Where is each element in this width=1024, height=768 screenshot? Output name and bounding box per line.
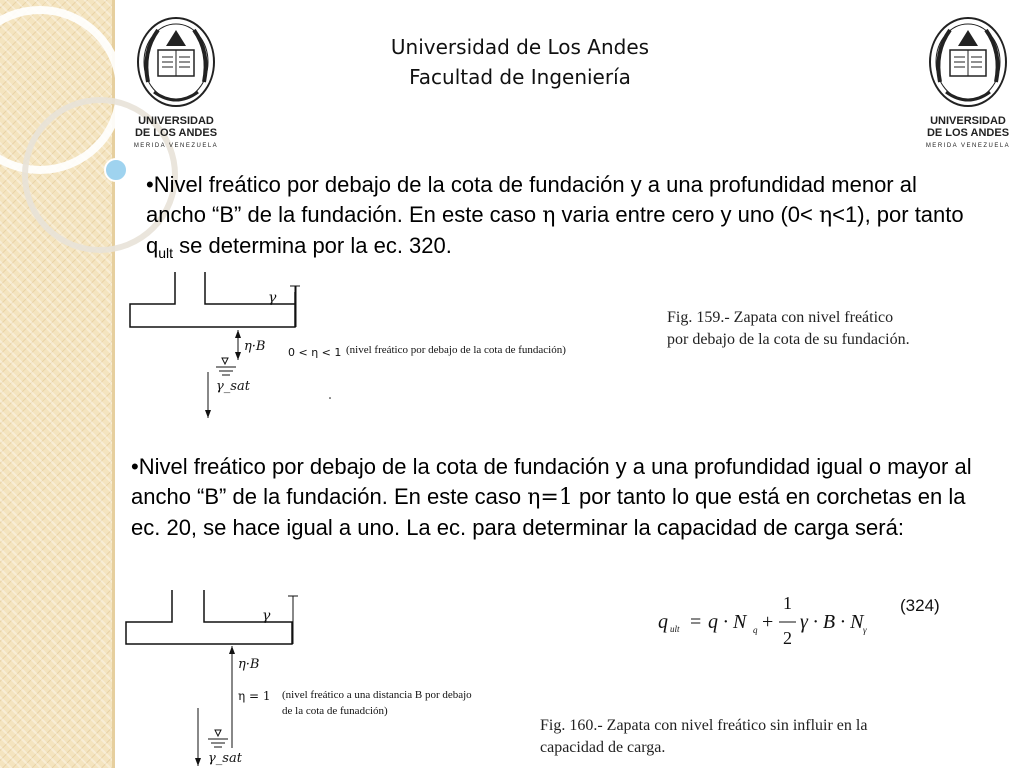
paragraph-2: [131, 452, 976, 543]
footing-diagram-2: [112, 588, 522, 768]
q-ult-subscript: ult: [158, 245, 174, 261]
eq-term1-sub: q: [753, 625, 758, 635]
figure-1-caption-line2: por debajo de la cota de su fundación.: [667, 331, 910, 348]
university-logo-left: [128, 12, 224, 152]
paragraph-2-text-b: por tanto lo que está en corchetas en la ec. 20, se hace igual a uno. La ec. para determinar la capacidad de carga será:: [131, 484, 966, 540]
slide-header: [320, 32, 720, 92]
eta-b-label: η·B: [238, 657, 260, 672]
svg-text:DE LOS ANDES: DE LOS ANDES: [134, 127, 218, 139]
paragraph-1: [146, 170, 976, 268]
svg-text:MERIDA VENEZUELA: MERIDA VENEZUELA: [925, 143, 1011, 149]
eta-equals-one: η=1: [527, 485, 573, 510]
water-table-note-line1: (nivel freático a una distancia B por debajo: [282, 689, 472, 701]
svg-text:MERIDA VENEZUELA: MERIDA VENEZUELA: [133, 143, 219, 149]
figure-1-caption-line1: Fig. 159.- Zapata con nivel freático: [667, 309, 894, 326]
eta-b-label: η·B: [244, 339, 266, 354]
eq-equals: =: [690, 611, 702, 633]
eta-symbol: η: [818, 203, 833, 228]
paragraph-1-text-c: <1), por tanto q: [146, 202, 964, 258]
eq-term1: q · N: [708, 611, 747, 633]
figure-1-caption: [667, 307, 987, 351]
footing-diagram-1: [120, 272, 620, 422]
equation-number: (324): [900, 596, 940, 615]
figure-2-caption-line2: capacidad de carga.: [540, 739, 666, 756]
gamma-sat-label: γ_sat: [216, 379, 250, 394]
eq-plus: +: [762, 611, 774, 633]
gamma-sat-label: γ_sat: [208, 751, 242, 766]
condition-label: 0 < η < 1: [288, 346, 342, 359]
paragraph-1-text-a: •Nivel freático por debajo de la cota de fundación y a una profundidad menor al ancho “B” de la fundación. En este caso: [146, 172, 917, 227]
eq-q-sub: ult: [670, 624, 680, 634]
svg-text:DE LOS ANDES: DE LOS ANDES: [926, 127, 1010, 139]
water-table-note: (nivel freático por debajo de la cota de fundación): [346, 344, 566, 356]
university-name: Universidad de Los Andes: [390, 35, 650, 59]
figure-2-caption-line1: Fig. 160.- Zapata con nivel freático sin influir en la: [540, 717, 868, 734]
paragraph-1-text-d: se determina por la ec. 320.: [173, 233, 452, 258]
blue-dot-icon: [105, 159, 127, 181]
paragraph-2-text-a: •Nivel freático por debajo de la cota de fundación y a una profundidad igual o mayor al ancho “B” de la fundación. En este caso: [131, 454, 972, 509]
university-logo-right: [920, 12, 1016, 152]
eq-q: q: [658, 611, 668, 633]
svg-text:UNIVERSIDAD: UNIVERSIDAD: [930, 115, 1006, 127]
svg-text:UNIVERSIDAD: UNIVERSIDAD: [138, 115, 214, 127]
gamma-label: γ: [262, 608, 271, 624]
water-table-note-line2: de la cota de funadción): [282, 705, 388, 717]
eq-frac-den: 2: [783, 628, 792, 648]
paragraph-1-text-b: varia entre cero y uno (0<: [555, 202, 819, 227]
eq-frac-num: 1: [783, 593, 792, 613]
condition-label: η = 1: [238, 689, 271, 703]
faculty-name: Facultad de Ingeniería: [409, 65, 631, 89]
eq-term2-sub: γ: [863, 625, 867, 635]
figure-2-caption: [540, 715, 970, 759]
gamma-label: γ: [268, 290, 277, 306]
eq-term2: γ · B · N: [800, 611, 864, 633]
eta-symbol: η: [542, 203, 556, 228]
